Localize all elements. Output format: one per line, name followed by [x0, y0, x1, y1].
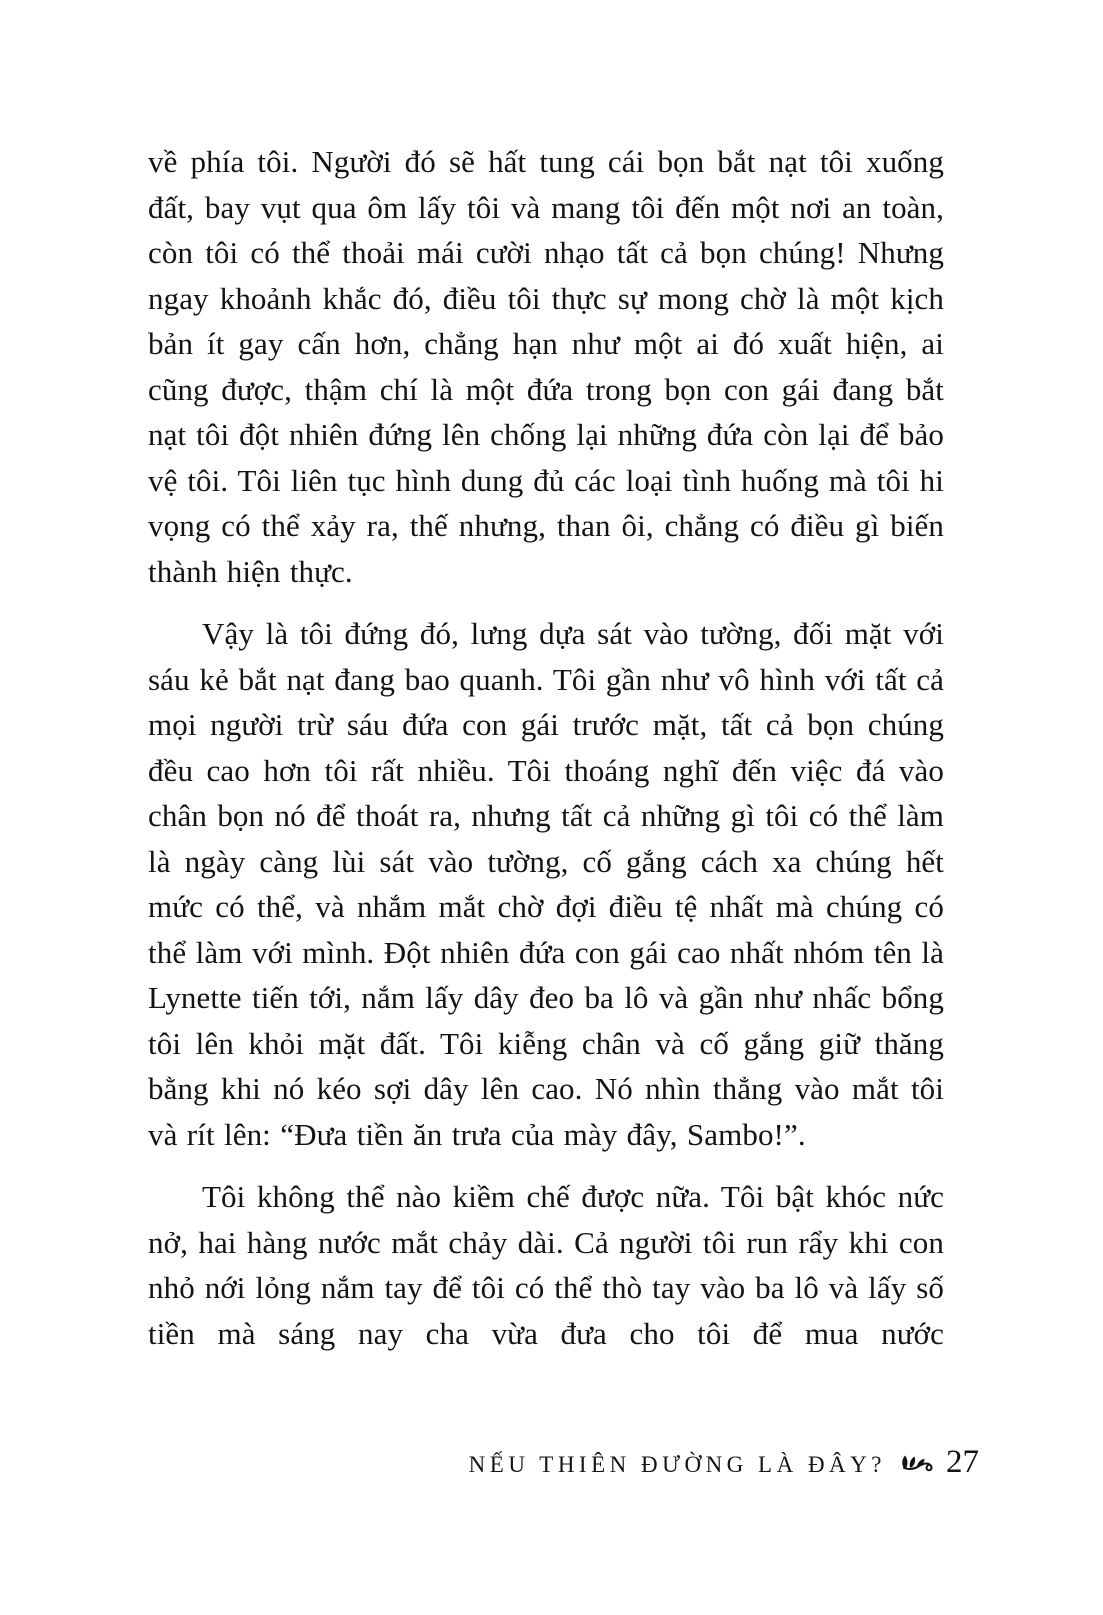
body-paragraph-3: Tôi không thể nào kiềm chế được nữa. Tôi bật khóc nức nở, hai hàng nước mắt chảy dài. Cả người tôi run rẩy khi con nhỏ nới lỏng nắm tay để tôi có thể thò tay vào ba lô và lấy số tiền mà sáng nay cha vừa đưa cho tôi để mua nước — [148, 1179, 944, 1351]
running-title: NẾU THIÊN ĐƯỜNG LÀ ĐÂY? — [468, 1452, 886, 1477]
page-number: 27 — [946, 1444, 979, 1480]
page-footer — [469, 1444, 979, 1481]
body-paragraph-1: về phía tôi. Người đó sẽ hất tung cái bọn bắt nạt tôi xuống đất, bay vụt qua ôm lấy tôi và mang tôi đến một nơi an toàn, còn tôi có thể thoải mái cười nhạo tất cả bọn chúng! Nhưng ngay khoảnh khắc đó, điều tôi thực sự mong chờ là một kịch bản ít gay cấn hơn, chẳng hạn như một ai đó xuất hiện, ai cũng được, thậm chí là một đứa trong bọn con gái đang bắt nạt tôi đột nhiên đứng lên chống lại những đứa còn lại để bảo vệ tôi. Tôi liên tục hình dung đủ các loại tình huống mà tôi hi vọng có thể xảy ra, thế nhưng, than ôi, chẳng có điều gì biến thành hiện thực. — [148, 144, 944, 589]
fleuron-ornament-icon — [898, 1450, 936, 1481]
body-paragraph-2: Vậy là tôi đứng đó, lưng dựa sát vào tường, đối mặt với sáu kẻ bắt nạt đang bao quanh. Tôi gần như vô hình với tất cả mọi người trừ sáu đứa con gái trước mặt, tất cả bọn chúng đều cao hơn tôi rất nhiều. Tôi thoáng nghĩ đến việc đá vào chân bọn nó để thoát ra, nhưng tất cả những gì tôi có thể làm là ngày càng lùi sát vào tường, cố gắng cách xa chúng hết mức có thể, và nhắm mắt chờ đợi điều tệ nhất mà chúng có thể làm với mình. Đột nhiên đứa con gái cao nhất nhóm tên là Lynette tiến tới, nắm lấy dây đeo ba lô và gần như nhấc bổng tôi lên khỏi mặt đất. Tôi kiễng chân và cố gắng giữ thăng bằng khi nó kéo sợi dây lên cao. Nó nhìn thẳng vào mắt tôi và rít lên: “Đưa tiền ăn trưa của mày đây, Sambo!”. — [148, 616, 944, 1152]
body-text — [148, 139, 944, 1356]
